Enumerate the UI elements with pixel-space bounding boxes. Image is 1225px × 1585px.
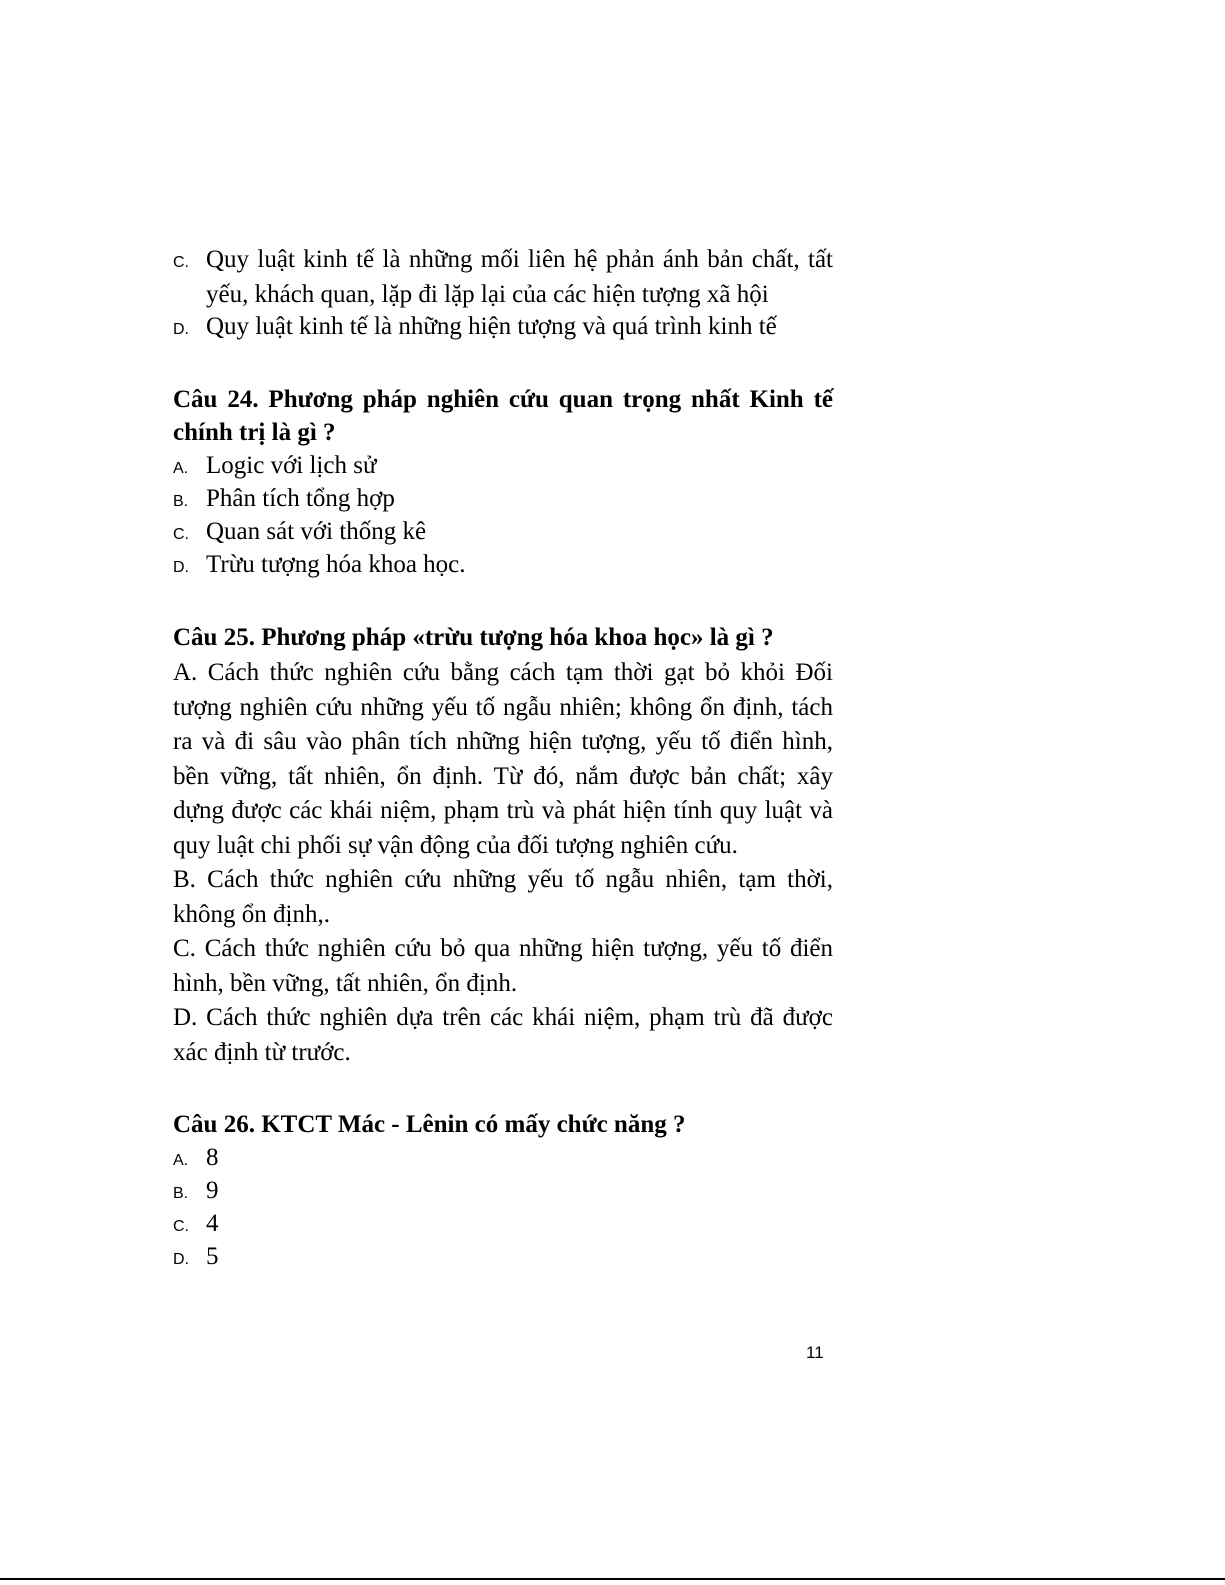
q26-option-d (173, 1242, 833, 1275)
q24-option-d (173, 550, 833, 583)
question-24-title: Câu 24. Phương pháp nghiên cứu quan trọng nhất Kinh tế chính trị là gì ? (173, 386, 833, 446)
option-text: 9 (206, 1177, 219, 1204)
document-page (173, 242, 833, 1275)
option-text: Logic với lịch sử (206, 452, 377, 479)
q25-answer-d: D. Cách thức nghiên dựa trên các khái niệm, phạm trù đã được xác định từ trước. (173, 1004, 833, 1066)
option-letter: C. (173, 254, 189, 271)
option-text: 8 (206, 1144, 219, 1171)
q24-option-a (173, 451, 833, 484)
q25-answer-c: C. Cách thức nghiên cứu bỏ qua những hiện tượng, yếu tố điển hình, bền vững, tất nhiên, ổn định. (173, 935, 833, 997)
option-text: 5 (206, 1243, 219, 1270)
option-text: Trừu tượng hóa khoa học. (206, 551, 466, 578)
option-letter: C. (173, 1218, 189, 1235)
q24-option-c (173, 517, 833, 550)
q25-answer-a: A. Cách thức nghiên cứu bằng cách tạm thời gạt bỏ khỏi Đối tượng nghiên cứu những yếu tố ngẫu nhiên; không ổn định, tách ra và đi sâu vào phân tích những hiện tượng, yếu tố điển hình, bền vững, tất nhiên, ổn định. Từ đó, nắm được bản chất; xây dựng được các khái niệm, phạm trù và phát hiện tính quy luật và quy luật chi phối sự vận động của đối tượng nghiên cứu. (173, 659, 833, 859)
option-text: Quan sát với thống kê (206, 518, 427, 545)
q26-option-b (173, 1176, 833, 1209)
option-text: Quy luật kinh tế là những mối liên hệ phản ánh bản chất, tất yếu, khách quan, lặp đi lặp lại của các hiện tượng xã hội (206, 246, 833, 308)
q26-option-c (173, 1209, 833, 1242)
option-text: Phân tích tổng hợp (206, 485, 395, 512)
q24-option-b (173, 484, 833, 517)
page-number: 11 (806, 1343, 824, 1362)
option-letter: D. (173, 559, 189, 576)
q25-answer-b: B. Cách thức nghiên cứu những yếu tố ngẫu nhiên, tạm thời, không ổn định,. (173, 866, 833, 928)
option-letter: A. (173, 460, 189, 477)
option-letter: B. (173, 1185, 189, 1202)
option-text: 4 (206, 1210, 219, 1237)
q26-option-a (173, 1143, 833, 1176)
option-letter: D. (173, 1251, 189, 1268)
option-c (173, 242, 833, 312)
question-26-title: Câu 26. KTCT Mác - Lênin có mấy chức năng ? (173, 1111, 686, 1138)
option-d (173, 312, 833, 345)
option-text: Quy luật kinh tế là những hiện tượng và quá trình kinh tế (206, 313, 777, 340)
option-letter: D. (173, 321, 189, 338)
option-letter: B. (173, 493, 189, 510)
page-bottom-divider (0, 1578, 1225, 1580)
question-25-title: Câu 25. Phương pháp «trừu tượng hóa khoa học» là gì ? (173, 624, 774, 651)
option-letter: A. (173, 1152, 189, 1169)
option-letter: C. (173, 526, 189, 543)
